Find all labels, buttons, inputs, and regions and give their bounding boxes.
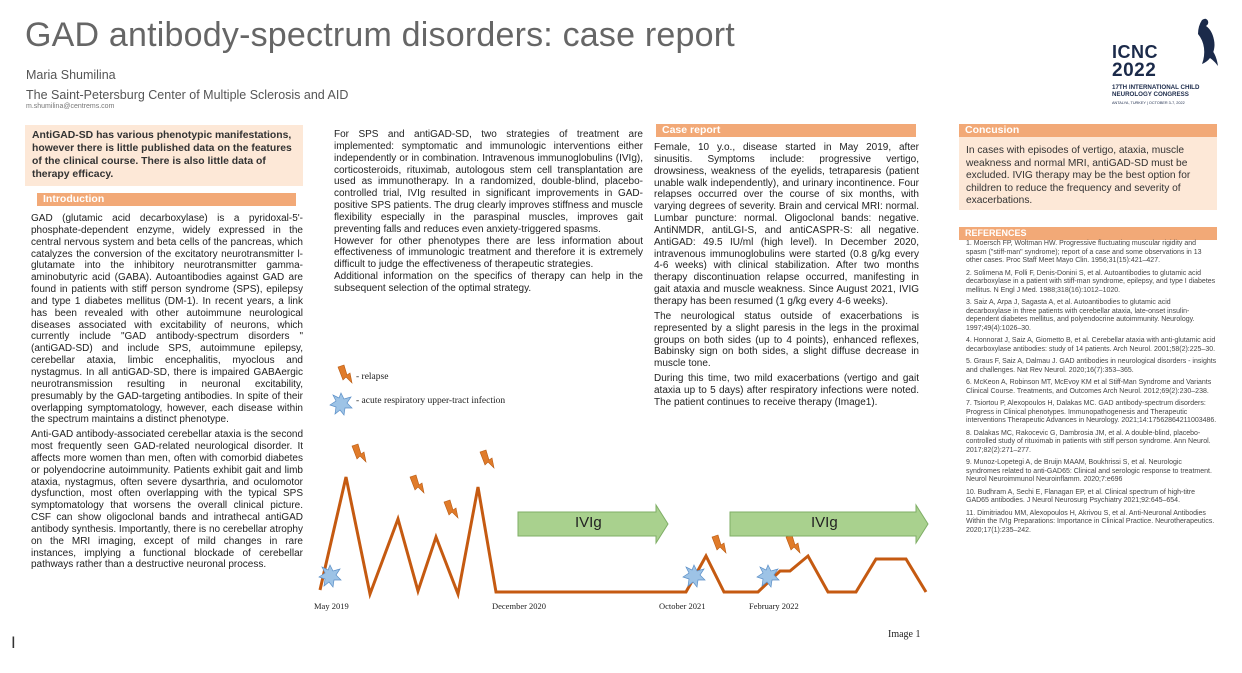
introduction-heading: Introduction [37, 193, 296, 206]
case-report-paragraph: The neurological status outside of exacerbations is represented by a slight paresis in the legs in the proximal groups on both sides (up to 4 points), enhanced reflexes, Babinsky sign on both sides, a slight diffuse decrease in muscle tone. [654, 310, 919, 370]
reference-item: 11. Dimitriadou MM, Alexopoulos H, Akrivou S, et al. Anti-Neuronal Antibodies Within the IVIg Preparations: Importance in Clinical Practice. Neurotherapeutics. 2020;17(1):235–242. [966, 509, 1215, 534]
therapy-text [334, 129, 643, 298]
introduction-paragraph: GAD (glutamic acid decarboxylase) is a pyridoxal-5'-phosphate-dependent enzyme, widely expressed in the central nervous system and beta cells of the pancreas, which catalyzes the conversion of the excitatory neurotransmitter l-glutamate into the inhibitory neurotransmitter gamma-aminobutyric acid (GABA). Autoantibodies against GAD are found in patients with stiff person syndrome (SPS), epilepsy and type 1 diabetes mellitus (DM-1). In recent years, a link has been revealed with other autoimmune neurological diseases associated with excitability of neurons, which currently include "GAD antibody-spectrum disorders " (antiGAD-SD) and include SPS, autoimmune epilepsy, cerebellar ataxia, limbic encephalitis, myoclous and nystagmus. In all antiGAD-SD, there is impaired GABAergic neurotransmission resulting in neuronal excitability, presumably by the GAD-targeting antibodies. In spite of their overlapping symptomatology, however, each disease within the spectrum maintains a distinct phenotype. [31, 213, 303, 426]
reference-item: 1. Moersch FP, Woltman HW. Progressive fluctuating muscular rigidity and spasm ("stiff-man" syndrome); report of a case and some observations in 13 other cases. Proc Staff Meet Mayo Clin. 1956;31(15):421–427. [966, 240, 1202, 264]
references-list [959, 240, 1217, 539]
references-heading: REFERENCES [959, 227, 1217, 240]
conclusion-text: In cases with episodes of vertigo, ataxia, muscle weakness and normal MRI, antiGAD-SD must be excluded. IVIG therapy may be the best option for children to reduce the frequency and severity of exacerbations. [959, 137, 1217, 210]
reference-item: 8. Dalakas MC, Rakocevic G, Dambrosia JM, et al. A double-blind, placebo-controlled study of rituximab in patients with stiff person syndrome. Ann Neurol. 2017;82(2):271–277. [966, 429, 1211, 454]
relapse-marker [352, 444, 366, 462]
conclusion-heading: Concusion [959, 124, 1217, 137]
text-cursor-icon: I [11, 633, 16, 652]
logo-icnc: ICNC [1112, 42, 1158, 62]
poster-title: GAD antibody-spectrum disorders: case report [25, 16, 735, 54]
reference-item: 10. Budhram A, Sechi E, Flanagan EP, et al. Clinical spectrum of high-titre GAD65 antibodies. J Neurol Neurosurg Psychiatry 2021;92:645–654. [966, 488, 1196, 504]
case-report-paragraph: During this time, two mild exacerbations (vertigo and gait ataxia up to 5 days) after respiratory infections were noted. The patient continues to receive therapy (Image1). [654, 373, 919, 408]
legend-infection-icon [330, 393, 352, 415]
introduction-paragraph: Anti-GAD antibody-associated cerebellar ataxia is the second most frequently seen GAD-related neurological disorder. It affects more women than men, often with comorbid diabetes or polyendocrine autoimmunity. Patients exhibit gait and limb ataxia, nystagmus, often severe dysarthria, and oculomotor dysfunction, most often overlapping with the typical SPS symptomatology that worsens the overall clinical picture. CSF can show oligoclonal bands and intrathecal antiGAD antibody synthesis. Importantly, there is no cerebellar atrophy on the MRI imaging, except of mild changes in rare instances, implying a functional blockade of cerebellar pathways rather than a destructive neuronal process. [31, 429, 303, 571]
relapse-marker [712, 535, 726, 553]
reference-item: 3. Saiz A, Arpa J, Sagasta A, et al. Autoantibodies to glutamic acid decarboxylase in three patients with cerebellar ataxia, late-onset insulin-dependent diabetes mellitus, and polyendocrine autoimmunity. Neurology. 1997;49(4):1026–30. [966, 299, 1195, 332]
congress-logo [1108, 16, 1223, 111]
figure-caption: Image 1 [888, 629, 921, 640]
logo-year: 2022 [1112, 60, 1157, 81]
introduction-text [31, 213, 303, 574]
x-tick-label: February 2022 [749, 601, 799, 611]
therapy-paragraph: For SPS and antiGAD-SD, two strategies of treatment are implemented: symptomatic and immunologic interventions either independently or in combination. Intravenous immunoglobulins (IVIg), corticosteroids, rituximab, autologous stem cell transplantation are used as immunotherapy. In a randomized, double-blind, placebo-controlled trial, IVIg resulted in significant improvements in GAD-positive SPS patients. The drug clearly improves stiffness and muscle flexibility especially in the paraspinal muscles, improves gait preventing falls and reduces even anxiety-triggered spasms. [334, 129, 643, 235]
dervish-figure-icon [1188, 16, 1220, 74]
legend-relapse-label: - relapse [356, 372, 389, 382]
therapy-paragraph: However for other phenotypes there are less information about effectiveness of immunologic treatment and therefore it is extremely difficult to judge the effectiveness of therapeutic strategies. [334, 235, 643, 271]
reference-item: 2. Solimena M, Folli F, Denis-Donini S, et al. Autoantibodies to glutamic acid decarboxylase in a patient with stiff-man syndrome, epilepsy, and type I diabetes mellitus. N Engl J Med. 1988;318(16):1012–1020. [966, 269, 1216, 294]
legend-relapse-icon [338, 365, 352, 383]
case-report-paragraph: Female, 10 y.o., disease started in May 2019, after sinusitis. Symptoms include: progressive vertigo, drowsiness, weakness of the eyelids, tetraparesis (patient unable walk independently), and urinary incontinence. Four relapses occurred over the course of six months, with varying degrees of severity. Brain and cervical MRI: normal. Lumbar puncture: normal. Oligoclonal bands: negative. AntiNMDR, antiLGI-S, and antiCASPR-S: all negative. AntiGAD: 49.5 IU/ml (high level). In December 2020, intravenous immunoglobulins were started (0.8 g/kg every 4-6 weeks) with clinical stabilization. After two months therapy discontinuation relapse occurred, manifesting in gait ataxia and muscle weakness. Since August 2021, IVIG therapy has been resumed (1 g/kg every 4-6 weeks). [654, 142, 919, 307]
author-name: Maria Shumilina [26, 68, 116, 82]
x-tick-label: December 2020 [492, 601, 547, 611]
relapse-marker [786, 535, 800, 553]
ivig-label: IVIg [811, 514, 838, 531]
therapy-paragraph: Additional information on the specifics of therapy can help in the subsequent selection of the optimal strategy. [334, 271, 643, 294]
key-message-box: AntiGAD-SD has various phenotypic manifestations, however there is little published data on the features of the clinical course. There is also little data of therapy efficacy. [25, 125, 303, 186]
logo-location: ANTALYA, TURKEY | OCTOBER 3-7, 2022 [1112, 101, 1185, 105]
case-report-heading: Case report [656, 124, 916, 137]
relapse-marker [480, 450, 494, 468]
ivig-label: IVIg [575, 514, 602, 531]
logo-congress-name: 17TH INTERNATIONAL CHILD NEUROLOGY CONGRESS [1112, 84, 1200, 98]
author-email[interactable]: m.shumilina@centrems.com [26, 103, 115, 110]
relapse-marker [444, 500, 458, 518]
x-tick-label: May 2019 [314, 601, 349, 611]
affiliation: The Saint-Petersburg Center of Multiple Sclerosis and AID [26, 88, 349, 102]
reference-item: 9. Munoz-Lopetegi A, de Bruijn MAAM, Boukhrissi S, et al. Neurologic syndromes related to anti-GAD65: Clinical and serologic response to treatment. Neurol Neuroimmunol Neuroinflamm. 2020;7:e696 [966, 459, 1212, 483]
infection-marker [683, 565, 705, 587]
legend-infection-label: - acute respiratory upper-tract infection [356, 396, 506, 406]
reference-item: 4. Honnorat J, Saiz A, Giometto B, et al. Cerebellar ataxia with anti-glutamic acid decarboxylase antibodies: study of 14 patients. Arch Neurol. 2001;58(2):225–30. [966, 337, 1216, 353]
x-tick-label: October 2021 [659, 601, 706, 611]
reference-item: 7. Tsiortou P, Alexopoulos H, Dalakas MC. GAD antibody-spectrum disorders: Progress in Clinical phenotypes. Immunopathogenesis and Therapeutic interventions Therapeutic Advances in Neurology. 2021;14:17562864211003486. [966, 400, 1217, 424]
reference-item: 6. McKeon A, Robinson MT, McEvoy KM et al Stiff-Man Syndrome and Variants Clinical Course. Treatments, and Outcomes Arch Neurol. 2012;69(2):230–238. [966, 379, 1212, 395]
reference-item: 5. Graus F, Saiz A, Dalmau J. GAD antibodies in neurological disorders - insights and challenges. Nat Rev Neurol. 2020;16(7):353–365. [966, 358, 1217, 374]
relapse-marker [410, 475, 424, 493]
